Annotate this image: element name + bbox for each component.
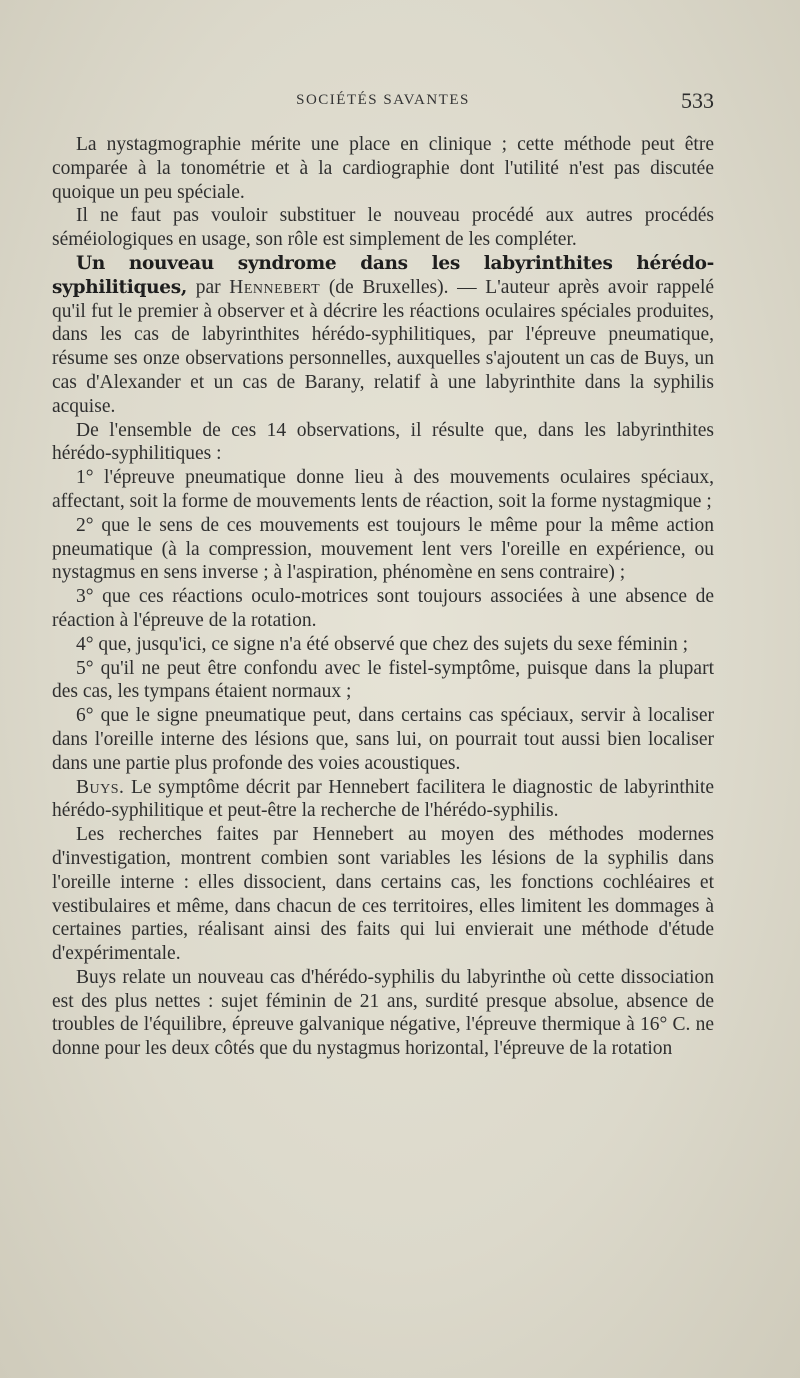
- article-author: Hennebert: [229, 276, 321, 298]
- paragraph: Il ne faut pas vouloir substituer le nouveau procédé aux autres procédés séméiologiques en usage, son rôle est simplement de les compléter.: [52, 205, 714, 251]
- result-item: 3° que ces réactions oculo-motrices sont toujours associées à une absence de réaction à l'épreuve de la rotation.: [52, 586, 714, 631]
- running-head: [52, 88, 714, 118]
- paragraph: La nystagmographie mérite une place en clinique ; cette méthode peut être comparée à la tonométrie et à la cardiographie dont l'utilité n'est pas discutée quoique un peu spéciale.: [52, 134, 714, 203]
- result-item: 5° qu'il ne peut être confondu avec le fistel-symptôme, puisque dans la plupart des cas, les tympans étaient normaux ;: [52, 657, 714, 703]
- running-title: SOCIÉTÉS SAVANTES: [296, 92, 470, 108]
- result-item: 6° que le signe pneumatique peut, dans certains cas spéciaux, servir à localiser dans l'oreille interne des lésions que, sans lui, on pourrait tout aussi bien localiser dans une partie plus profonde des voies acoustiques.: [52, 705, 714, 774]
- paragraph: Buys relate un nouveau cas d'hérédo-syphilis du labyrinthe où cette dissociation est des plus nettes : sujet féminin de 21 ans, surdité presque absolue, absence de troubles de l'équilibre, épreuve galvanique négative, l'épreuve thermique à 16° C. ne donne pour les deux côtés que du nystagmus horizontal, l'épreuve de la rotation: [52, 966, 714, 1060]
- result-item: 4° que, jusqu'ici, ce signe n'a été observé que chez des sujets du sexe féminin ;: [76, 633, 689, 655]
- results-intro: De l'ensemble de ces 14 observations, il résulte que, dans les labyrinthites hérédo-syphilitiques :: [52, 419, 714, 465]
- article-by: par: [195, 276, 221, 298]
- page-number: 533: [681, 88, 714, 113]
- article-title: Un nouveau syndrome dans les labyrinthites hérédo-syphilitiques,: [52, 252, 714, 298]
- buys-comment: [52, 776, 714, 824]
- paragraph: Les recherches faites par Hennebert au moyen des méthodes modernes d'investigation, montrent combien sont variables les lésions de la syphilis dans l'oreille interne : elles dissocient, dans certains cas, les fonctions cochléaires et vestibulaires et même, dans chacun de ces territoires, elles limitent les dommages à certaines parties, réalisant ainsi des faits qui lui envierait une méthode d'étude d'expérimentale.: [52, 824, 714, 965]
- result-item: 2° que le sens de ces mouvements est toujours le même pour la même action pneumatique (à la compression, mouvement lent vers l'oreille en expérience, ou nystagmus en sens inverse ; à l'aspiration, phénomène en sens contraire) ;: [52, 514, 714, 584]
- body-text: [52, 133, 714, 1061]
- article-intro-text: (de Bruxelles). — L'auteur après avoir rappelé qu'il fut le premier à observer et à décrire les réactions oculaires spéciales produites, dans les cas de labyrinthites hérédo-syphilitiques, par l'épreuve pneumatique, résume ses onze observations personnelles, auxquelles s'ajoutent un cas de Buys, un cas d'Alexander et un cas de Barany, relatif à une labyrinthite dans la syphilis acquise.: [52, 276, 715, 417]
- article-intro: [52, 252, 714, 419]
- discussant-text: Le symptôme décrit par Hennebert facilitera le diagnostic de labyrinthite hérédo-syphilitique et peut-être la recherche de l'hérédo-syphilis.: [52, 776, 714, 822]
- discussant-name: Buys.: [76, 776, 125, 798]
- result-item: 1° l'épreuve pneumatique donne lieu à des mouvements oculaires spéciaux, affectant, soit la forme de mouvements lents de réaction, soit la forme nystagmique ;: [52, 467, 714, 512]
